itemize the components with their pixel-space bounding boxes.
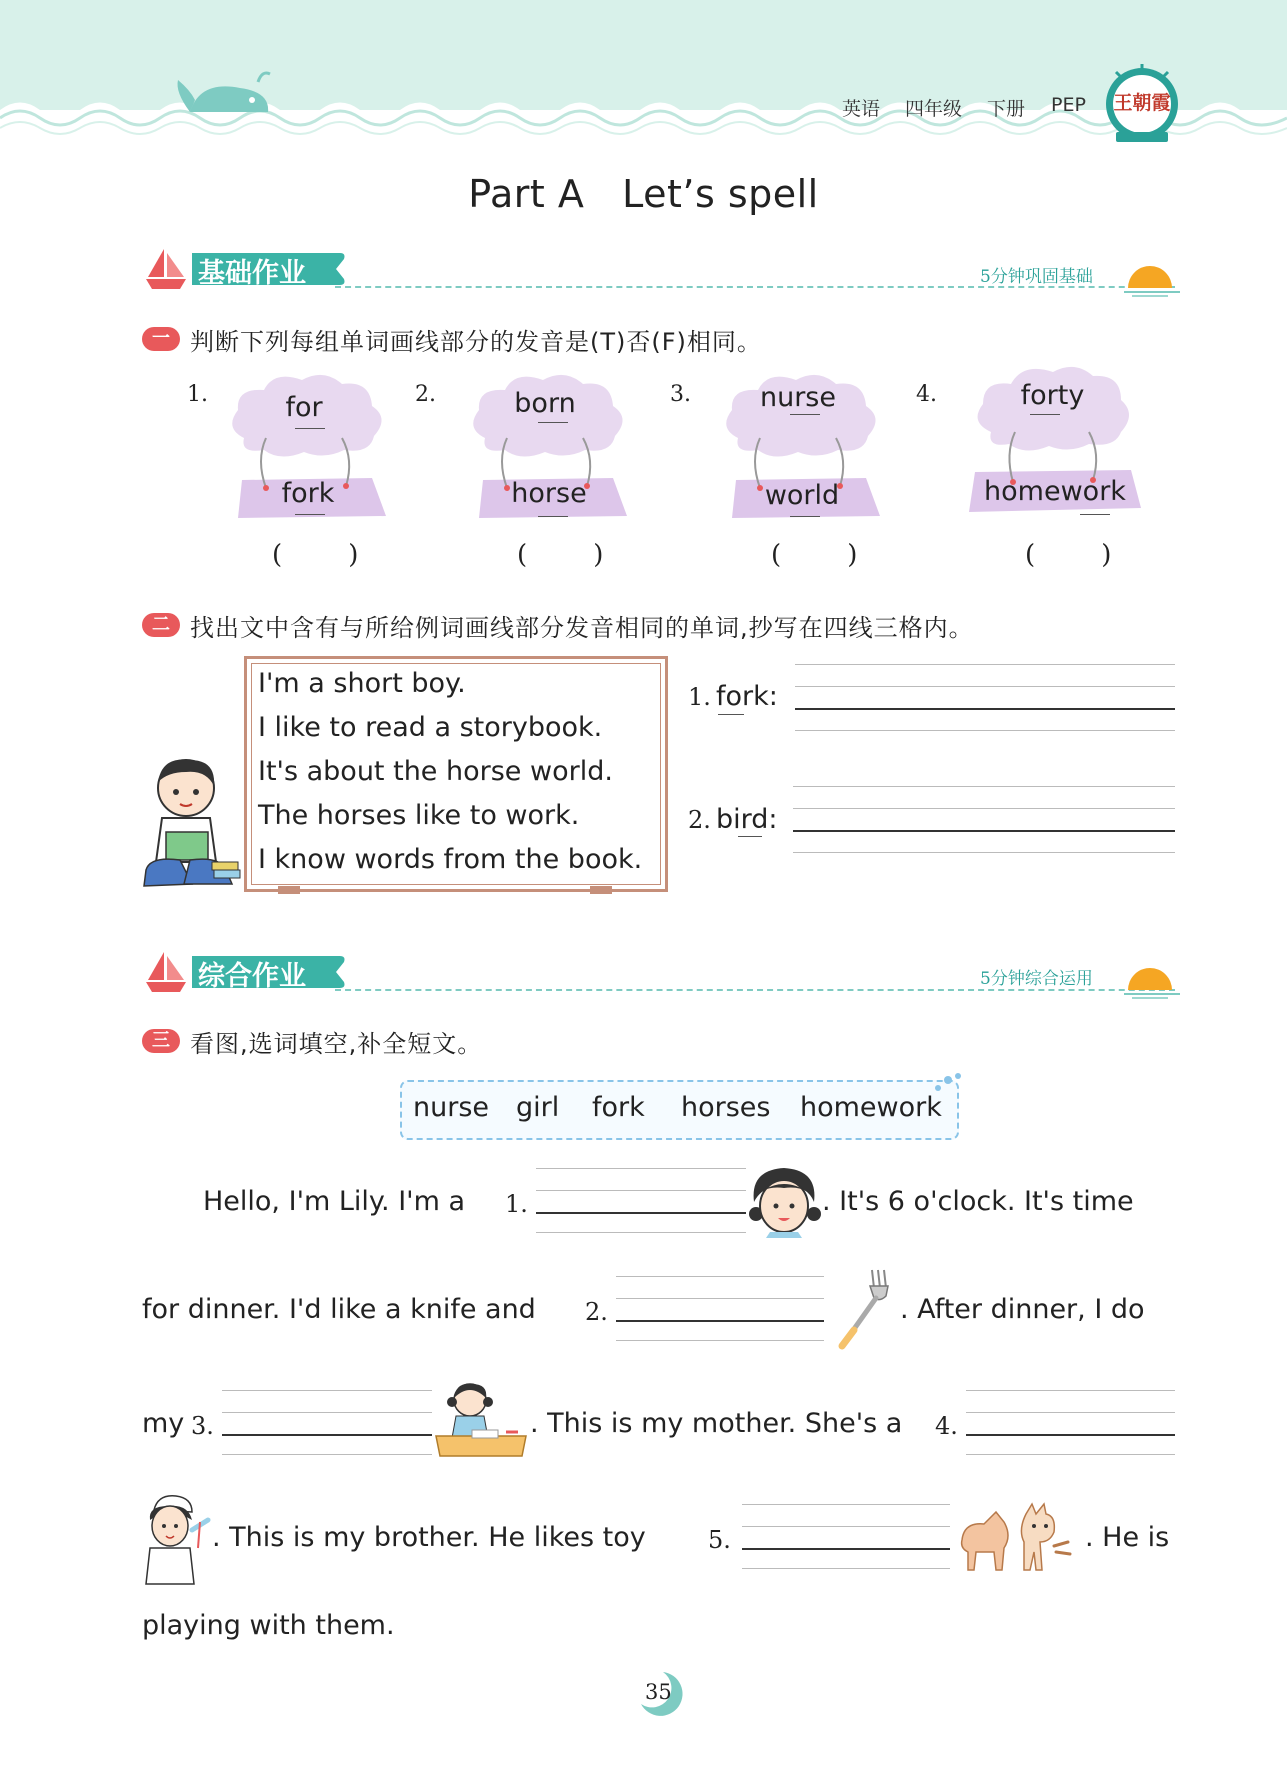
blank4-grid[interactable] xyxy=(966,1390,1175,1456)
brand-logo xyxy=(1102,60,1182,144)
sunrise-icon xyxy=(1124,960,1180,1004)
girl-face-illustration xyxy=(748,1162,822,1242)
passage-line1-a: Hello, I'm Lily. I'm a xyxy=(203,1186,466,1217)
blank2-num: 2. xyxy=(585,1298,608,1326)
passage-line3-b: . This is my mother. She's a xyxy=(530,1408,903,1439)
page-number-badge xyxy=(633,1668,685,1716)
volume-label: 下册 xyxy=(987,98,1026,120)
section1-header xyxy=(140,245,340,291)
word-bank-item: nurse xyxy=(413,1092,490,1123)
board-leg xyxy=(278,886,300,894)
board-line: It's about the horse world. xyxy=(258,756,613,787)
blank3-num: 3. xyxy=(191,1412,214,1440)
q1-item1-bottom: fork xyxy=(281,478,335,509)
page-title: Part A Let’s spell xyxy=(468,172,819,216)
q1-item3-answer[interactable]: ( ) xyxy=(771,540,858,570)
q2-prompt1-num: 1. xyxy=(688,683,711,711)
q2-writing-grid-1[interactable] xyxy=(795,664,1175,732)
board-leg xyxy=(590,886,612,894)
q3-instruction: 看图,选词填空,补全短文。 xyxy=(190,1030,483,1058)
logo-text: 王朝霞 xyxy=(1113,92,1171,114)
underline-mark xyxy=(1030,414,1060,415)
blank4-num: 4. xyxy=(935,1412,958,1440)
passage-line4-a: . This is my brother. He likes toy xyxy=(212,1522,646,1553)
q1-item4-answer[interactable]: ( ) xyxy=(1025,540,1112,570)
q2-badge: 二 xyxy=(142,613,180,637)
grade-label: 四年级 xyxy=(905,98,963,120)
q3-badge: 三 xyxy=(142,1029,180,1053)
fork-illustration xyxy=(830,1266,894,1356)
underline-mark xyxy=(538,516,568,517)
word-bank-item: fork xyxy=(592,1092,645,1123)
q1-item3-bottom: world xyxy=(764,480,840,511)
q2-prompt1 xyxy=(688,681,778,712)
header-banner xyxy=(0,0,1287,150)
section1-tag: 5分钟巩固基础 xyxy=(980,267,1093,287)
q1-item3-num: 3. xyxy=(670,382,691,407)
passage-line5: playing with them. xyxy=(142,1610,395,1641)
underline-mark xyxy=(1080,514,1110,515)
section2-tag: 5分钟综合运用 xyxy=(980,969,1093,989)
q1-item2-card xyxy=(465,368,635,528)
passage-line2-b: . After dinner, I do xyxy=(900,1294,1145,1325)
blank5-num: 5. xyxy=(708,1526,731,1554)
q1-badge: 一 xyxy=(142,327,180,351)
board-line: I'm a short boy. xyxy=(258,668,466,699)
sunrise-icon xyxy=(1124,258,1180,302)
q2-instruction: 找出文中含有与所给例词画线部分发音相同的单词,抄写在四线三格内。 xyxy=(190,614,974,642)
nurse-illustration xyxy=(138,1490,214,1590)
q2-prompt2-num: 2. xyxy=(688,806,711,834)
word-bank-item: horses xyxy=(681,1092,771,1123)
q2-prompt2 xyxy=(688,804,778,835)
q1-item4-num: 4. xyxy=(916,382,937,407)
section1-label: 基础作业 xyxy=(198,258,306,289)
q1-item1-card xyxy=(224,368,394,528)
word-bank-item: girl xyxy=(516,1092,560,1123)
q1-item4-bottom: homework xyxy=(984,476,1126,507)
passage-line3-a: my xyxy=(142,1408,185,1439)
edition-label: PEP xyxy=(1051,94,1086,116)
underline-mark xyxy=(718,714,744,715)
q1-item4-card xyxy=(965,358,1145,528)
blank1-grid[interactable] xyxy=(536,1168,746,1234)
girl-doing-homework-illustration xyxy=(432,1380,530,1470)
word-bank-item: homework xyxy=(800,1092,942,1123)
blank1-num: 1. xyxy=(505,1190,528,1218)
q1-item2-answer[interactable]: ( ) xyxy=(517,540,604,570)
wave-banner xyxy=(0,0,1287,150)
q1-item2-top: born xyxy=(514,388,576,419)
q1-item3-top: nurse xyxy=(759,382,836,413)
passage-line4-b: . He is xyxy=(1085,1522,1170,1553)
underline-mark xyxy=(790,516,820,517)
page-number: 35 xyxy=(645,1680,672,1704)
q2-prompt1-word: fork: xyxy=(716,681,778,712)
blank5-grid[interactable] xyxy=(742,1504,950,1570)
q1-item1-top: for xyxy=(285,392,323,423)
board-line: I know words from the book. xyxy=(258,844,643,875)
board-line: The horses like to work. xyxy=(258,800,580,831)
q1-instruction: 判断下列每组单词画线部分的发音是(T)否(F)相同。 xyxy=(190,328,762,356)
q1-item3-card xyxy=(718,368,888,528)
board-line: I like to read a storybook. xyxy=(258,712,603,743)
q1-item1-num: 1. xyxy=(187,382,208,407)
q1-item2-num: 2. xyxy=(415,382,436,407)
q1-item2-bottom: horse xyxy=(511,478,587,509)
passage-line2-a: for dinner. I'd like a knife and xyxy=(142,1294,536,1325)
section2-header xyxy=(140,948,340,994)
q1-item4-top: forty xyxy=(1020,380,1085,411)
blank3-grid[interactable] xyxy=(222,1390,432,1456)
underline-mark xyxy=(295,514,325,515)
boy-reading-illustration xyxy=(140,752,244,892)
blank2-grid[interactable] xyxy=(616,1276,824,1342)
q1-item1-answer[interactable]: ( ) xyxy=(272,540,359,570)
subject-label: 英语 xyxy=(842,98,881,120)
section2-label: 综合作业 xyxy=(198,961,306,992)
underline-mark xyxy=(295,428,325,429)
passage-line1-b: . It's 6 o'clock. It's time xyxy=(822,1186,1134,1217)
section2-divider xyxy=(335,989,1175,991)
underline-mark xyxy=(738,836,762,837)
underline-mark xyxy=(790,414,820,415)
toy-horses-illustration xyxy=(956,1500,1076,1580)
underline-mark xyxy=(538,422,568,423)
q2-prompt2-word: bird: xyxy=(716,804,778,835)
q2-writing-grid-2[interactable] xyxy=(793,786,1175,854)
